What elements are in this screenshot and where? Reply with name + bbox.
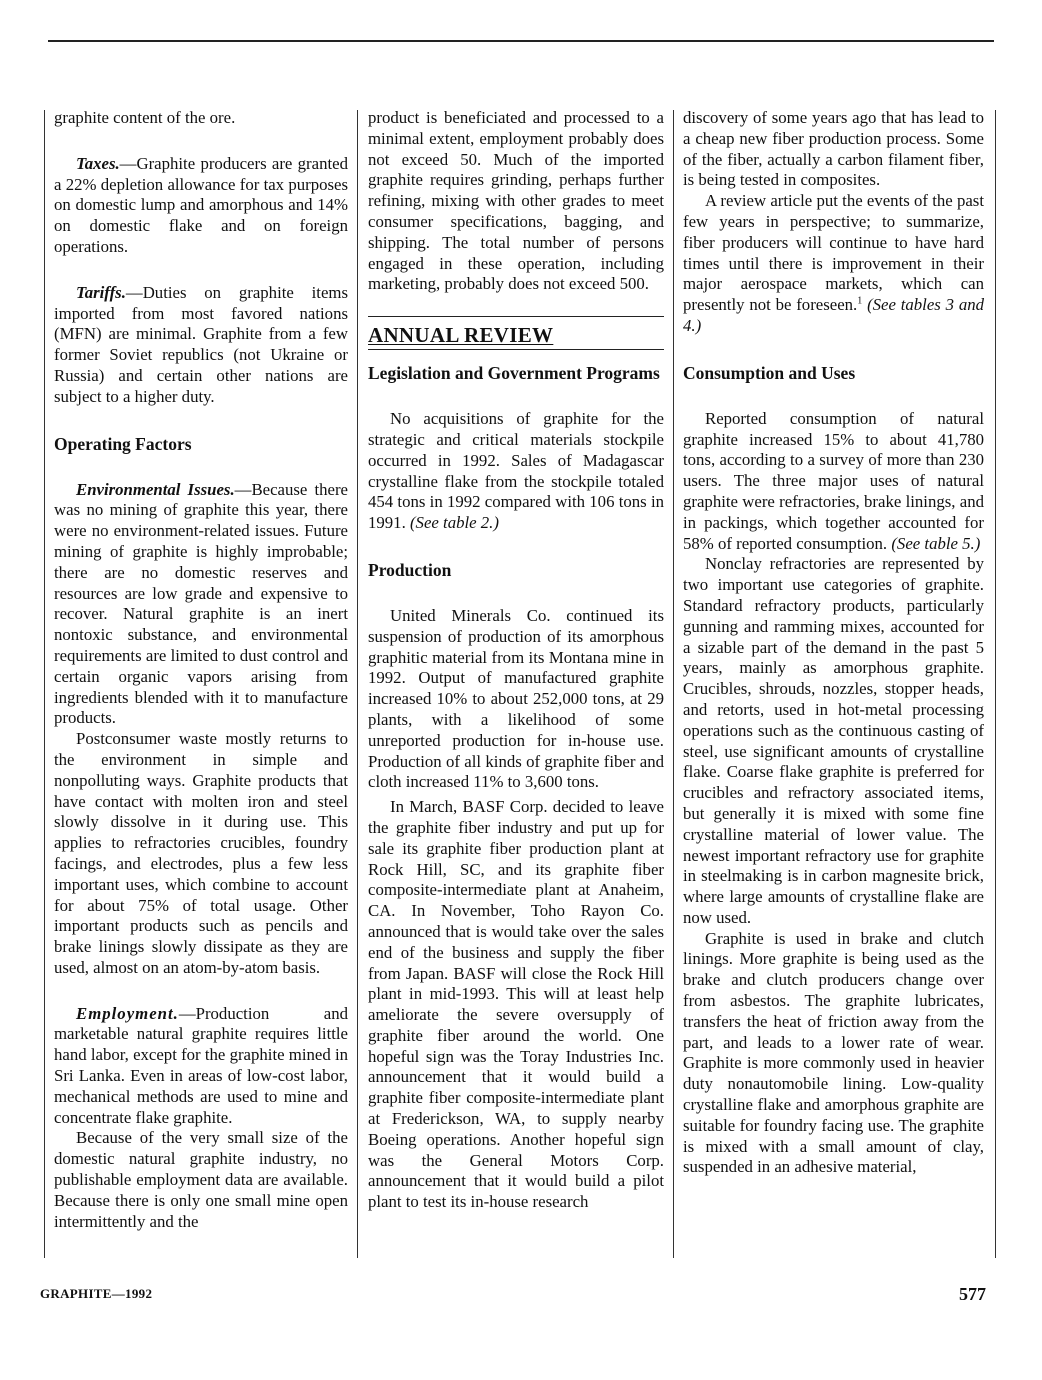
column-rule-middle-2: [673, 110, 674, 1258]
production-heading: Production: [368, 559, 452, 580]
annual-review-banner: [368, 316, 664, 350]
continued-paragraph: discovery of some years ago that has lead to a cheap new fiber production process. Some of the fiber, actually a carbon filament fiber, is being tested in composites.: [683, 108, 984, 190]
column-rule-left: [44, 110, 45, 1258]
footnote-marker: 1: [857, 295, 863, 307]
employment-runin-head: Employment.: [76, 1003, 179, 1023]
tariffs-runin-head: Tariffs.: [76, 282, 126, 302]
employment-paragraph: [54, 1004, 348, 1129]
continued-paragraph: product is beneficiated and processed to a minimal extent, employment probably does not exceed 50. Much of the imported graphite requires grinding, perhaps further refining, mixing with other grades to meet consumer specifications, bagging, and shipping. The total number of persons engaged in these operation, including marketing, probably does not exceed 500.: [368, 108, 664, 294]
review-paragraph: [683, 191, 984, 337]
taxes-paragraph: [54, 154, 348, 258]
column-rule-right: [995, 110, 996, 1258]
tariffs-text: —Duties on graphite items imported from most favored nations (MFN) are minimal. Graphite from a few former Soviet republics (not Ukraine or Russia) and certain other nations are subject to a higher duty.: [54, 282, 348, 406]
consumption-heading: Consumption and Uses: [683, 362, 856, 383]
column-1: [54, 108, 348, 1232]
tariffs-paragraph: [54, 283, 348, 408]
top-rule: [48, 40, 994, 42]
nonclay-paragraph: Nonclay refractories are represented by two important use categories of graphite. Standard refractory products, particularly gunning and ramming mixes, accounted for a sizable part of the demand in the past 5 years, mainly as amorphous graphite. Crucibles, shrouds, nozzles, stopper heads, and retorts, used in hot-metal processing operations such as the continuous casting of steel, use significant amounts of crystalline flake. Coarse flake graphite is preferred for crucibles and refractory associated items, but generally it is mixed with some fine crystalline material of lower value. The newest important refractory use for graphite in steelmaking is in carbon magnesite brick, where large amounts of crystalline flake are now used.: [683, 554, 984, 927]
taxes-text: —Graphite producers are granted a 22% depletion allowance for tax purposes on domestic lump and amorphous and 14% on domestic flake and on foreign operations.: [54, 153, 348, 256]
legislation-paragraph: [368, 409, 664, 534]
consumption-text: Reported consumption of natural graphite increased 15% to about 41,780 tons, according to a survey of more than 230 users. The three major uses of natural graphite were refractories, brake linings, and in packings, which together accounted for 58% of reported consumption.: [683, 408, 984, 553]
operating-factors-heading: Operating Factors: [54, 433, 192, 454]
small-size-paragraph: Because of the very small size of the domestic natural graphite industry, no publishable employment data are available. Because there is only one small mine open intermittently and the: [54, 1128, 348, 1231]
review-text: A review article put the events of the past few years in perspective; to summarize, fiber producers will continue to have hard times until there is improvement in their major aerospace markets, which can presently not be foreseen.: [683, 191, 984, 315]
column-rule-middle-1: [357, 110, 358, 1258]
running-title: GRAPHITE—1992: [40, 1286, 153, 1301]
production-paragraph: United Minerals Co. continued its suspension of production of its amorphous graphitic material from its Montana mine in 1992. Output of manufactured graphite increased 10% to about 252,000 tons, at 29 plants, with a likelihood of some unreported production for in-house use. Production of all kinds of graphite fiber and cloth increased 11% to 3,600 tons.: [368, 605, 664, 792]
postconsumer-paragraph: Postconsumer waste mostly returns to the environment in simple and nonpolluting ways. Graphite products that have contact with molten iron and steel slowly dissolve in it during use. This applies to refractories crucibles, foundry facings, and electrodes, plus a few less important uses, which combine to account for about 75% of total usage. Other important products such as pencils and brake linings slowly dissipate as they are used, almost on an atom-by-atom basis.: [54, 729, 348, 977]
legislation-text: No acquisitions of graphite for the strategic and critical materials stockpile occurred in 1992. Sales of Madagascar crystalline flake from the stockpile totaled 454 tons in 1992 compared with 106 tons in 1991.: [368, 409, 664, 533]
table-5-reference: (See table 5.): [891, 533, 981, 553]
page-number: 577: [959, 1284, 986, 1304]
basf-paragraph: In March, BASF Corp. decided to leave the graphite fiber industry and put up for sale its graphite fiber production plant at Rock Hill, SC, and its graphite fiber composite-intermediate plant at Anaheim, CA. In November, Toho Rayon Co. announced that is would take over the sales end of the business and supply the fiber from Japan. BASF will close the Rock Hill plant in mid-1993. This will at least help ameliorate the severe oversupply of graphite fiber around the world. One hopeful sign was the Toray Industries Inc. announcement that it would build a graphite fiber composite-intermediate plant at Frederickson, WA, to supply nearby Boeing operations. Another hopeful sign was the General Motors Corp. announcement that it would build a pilot plant to test its in-house research: [368, 797, 664, 1212]
environmental-text: —Because there was no mining of graphite this year, there were no environment-related issues. Future mining of graphite is highly improbable; there are no domestic reserves and resources are low grade and expensive to recover. Natural graphite is an inert nontoxic substance, and environmental requirements are limited to dust control and certain organic vapors arising from ingredients blended with it to manufacture products.: [54, 479, 348, 728]
employment-text: —Production and marketable natural graphite requires little hand labor, except for the graphite mined in Sri Lanka. Even in areas of low-cost labor, mechanical methods are used to mine and concentrate flake graphite.: [54, 1003, 348, 1127]
continued-paragraph: graphite content of the ore.: [54, 108, 236, 127]
tables-3-4-reference: (See tables 3 and 4.): [683, 295, 984, 335]
consumption-paragraph: [683, 409, 984, 555]
brake-paragraph: Graphite is used in brake and clutch linings. More graphite is being used as the brake and clutch producers change over from asbestos. The graphite lubricates, transfers the heat of friction away from the part, and leads to a lower rate of wear. Graphite is more commonly used in heavier duty nonautomobile lining. Low-quality crystalline flake and amorphous graphite are suitable for foundry facing use. The graphite is mixed with a small amount of clay, suspended in an adhesive material,: [683, 928, 984, 1177]
taxes-runin-head: Taxes.: [76, 153, 120, 173]
column-3: [683, 108, 984, 1178]
legislation-heading: Legislation and Government Programs: [368, 363, 660, 384]
environmental-runin-head: Environmental Issues.: [76, 479, 235, 499]
environmental-paragraph: [54, 480, 348, 730]
table-2-reference: (See table 2.): [409, 513, 499, 533]
annual-review-heading: ANNUAL REVIEW: [368, 323, 554, 348]
column-2: [368, 108, 664, 1213]
